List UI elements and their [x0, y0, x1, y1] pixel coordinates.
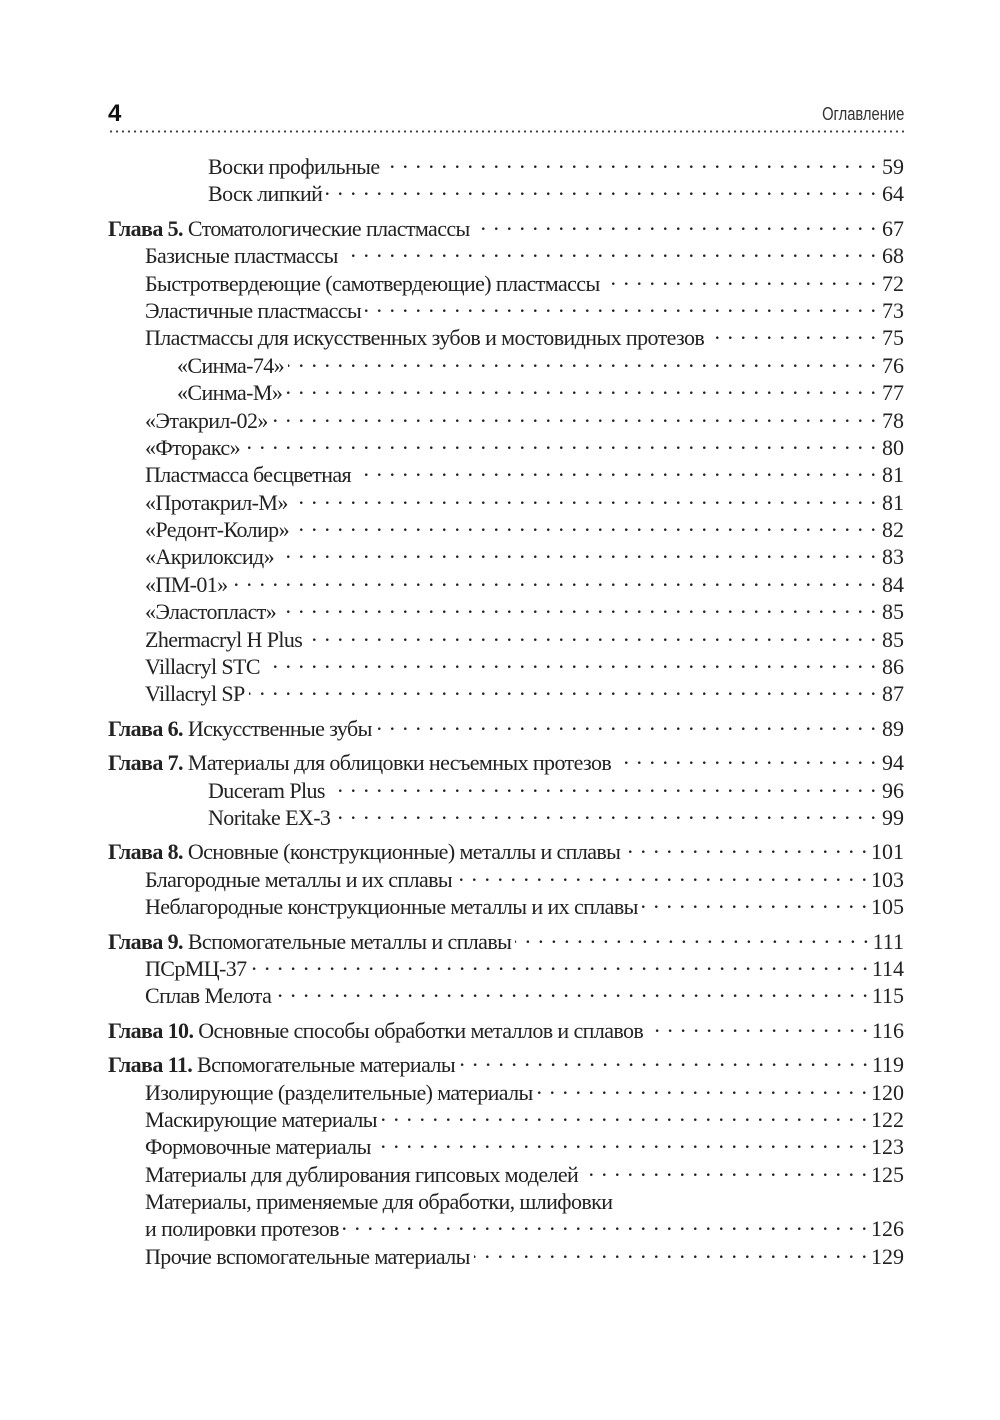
dot-leader	[329, 771, 876, 798]
toc-entry-title: Материалы для дублирования гипсовых моделей	[145, 1161, 579, 1187]
toc-entry-title: «Фторакс»	[145, 434, 240, 460]
toc-page-number: 103	[871, 866, 904, 892]
toc-entry-title: Пластмасса бесцветная	[145, 462, 352, 488]
toc-page-number: 115	[871, 983, 904, 1009]
toc-entry-title: Сплав Мелота	[145, 983, 272, 1009]
toc-page-number: 114	[871, 955, 904, 981]
toc-page-number: 86	[882, 654, 904, 680]
toc-entry-label	[145, 434, 240, 461]
dot-leader	[232, 565, 876, 592]
dot-leader	[264, 647, 876, 674]
toc-entry-label	[145, 1161, 578, 1188]
toc-entry-label	[145, 489, 288, 516]
toc-entry-title: Duceram Plus	[208, 777, 325, 803]
dot-leader	[375, 1127, 867, 1154]
toc-entry-title: «Синма-74»	[177, 352, 285, 378]
dot-leader	[376, 709, 876, 736]
toc-entry-title: Villacryl SP	[145, 681, 245, 707]
toc-entry-label	[145, 866, 452, 893]
dot-leader	[604, 264, 876, 291]
toc-entry-label	[145, 1106, 377, 1133]
chapter-number: Глава 11.	[108, 1052, 193, 1078]
dot-leader	[456, 860, 867, 887]
toc-entry-title: Прочие вспомогательные материалы	[145, 1243, 470, 1269]
page-number: 4	[108, 100, 122, 127]
toc-entry-label	[145, 680, 245, 707]
toc-entry-title: Материалы для облицовки несъемных протезов	[187, 750, 612, 776]
toc-chapter-entry[interactable]	[108, 922, 904, 954]
dot-leader	[249, 674, 876, 701]
toc-page-number: 82	[882, 517, 904, 543]
toc-chapter-entry[interactable]	[108, 1045, 904, 1078]
running-header	[108, 96, 904, 126]
toc-entry-label	[145, 653, 260, 680]
toc-page-number: 59	[882, 154, 904, 179]
toc-entry-title: Основные способы обработки металлов и сплавов	[198, 1017, 644, 1043]
toc-entry-title: Zhermacryl H Plus	[145, 626, 303, 652]
toc-page-number: 83	[882, 544, 904, 570]
toc-entry-label	[145, 297, 361, 324]
toc-page-number: 119	[871, 1052, 904, 1078]
chapter-number: Глава 7.	[108, 750, 183, 776]
toc-page-number: 87	[882, 681, 904, 707]
toc-entry-label	[145, 1133, 371, 1160]
toc-chapter-entry[interactable]	[108, 1011, 904, 1043]
dot-leader	[474, 1237, 867, 1264]
dot-leader	[288, 346, 876, 373]
toc-entry-title: Noritake EX-3	[208, 804, 331, 830]
chapter-number: Глава 6.	[108, 715, 183, 741]
toc-entry-title: ПСрМЦ-37	[145, 955, 247, 981]
dot-leader	[272, 401, 876, 428]
toc-page-number: 68	[882, 243, 904, 269]
toc-page-number: 85	[882, 599, 904, 625]
toc-chapter-entry[interactable]	[108, 832, 904, 865]
toc-page-number: 123	[871, 1134, 904, 1160]
toc-page-number: 75	[882, 325, 904, 351]
toc-entry-title: и полировки протезов	[145, 1216, 339, 1242]
dot-leader	[474, 209, 876, 236]
dot-leader	[292, 483, 876, 510]
book-page	[108, 96, 904, 1269]
toc-entry-title: Воски профильные	[208, 154, 380, 179]
dot-leader	[244, 428, 876, 455]
toc-page-number: 78	[882, 407, 904, 433]
toc-entry-title: Стоматологические пластмассы	[187, 215, 470, 241]
toc-entry-label	[145, 516, 289, 543]
dot-leader	[343, 1209, 867, 1236]
dot-leader	[459, 1045, 868, 1072]
toc-page-number: 73	[882, 297, 904, 323]
toc-page-number: 105	[871, 894, 904, 920]
dot-leader	[365, 291, 876, 318]
dot-leader	[647, 1011, 868, 1038]
toc-entry-label	[208, 777, 325, 804]
toc-page-number: 116	[871, 1017, 904, 1043]
header-dotted-rule	[108, 130, 904, 133]
toc-page-number: 77	[882, 380, 904, 406]
toc-page-number: 101	[871, 839, 904, 865]
toc-entry-title: Формовочные материалы	[145, 1134, 371, 1160]
toc-entry[interactable]	[108, 147, 904, 179]
toc-page-number: 80	[882, 434, 904, 460]
toc-entry-title: Основные (конструкционные) металлы и сплавы	[187, 839, 621, 865]
toc-entry-label	[145, 893, 638, 920]
dot-leader	[278, 537, 876, 564]
dot-leader	[615, 743, 876, 770]
toc-entry-label	[108, 1017, 643, 1044]
dot-leader	[515, 922, 868, 949]
chapter-number: Глава 8.	[108, 839, 183, 865]
toc-entry-title: «ПМ-01»	[145, 571, 228, 597]
toc-entry-title: «Синма-М»	[177, 380, 283, 406]
toc-page-number: 85	[882, 626, 904, 652]
toc-entry-label	[145, 1215, 339, 1242]
toc-entry-title: Эластичные пластмассы	[145, 297, 362, 323]
dot-leader	[293, 510, 876, 537]
toc-entry-label	[145, 955, 247, 982]
toc-entry-label	[208, 804, 330, 831]
toc-entry-title: Быстротвердеющие (самотвердеющие) пластмассы	[145, 270, 600, 296]
toc-entry-label	[177, 379, 282, 406]
toc-entry-title: Villacryl STC	[145, 654, 260, 680]
dot-leader	[582, 1155, 867, 1182]
toc-page-number: 72	[882, 270, 904, 296]
toc-entry-label	[145, 598, 276, 625]
chapter-number: Глава 9.	[108, 928, 183, 954]
toc-entry-title: Вспомогательные металлы и сплавы	[187, 928, 512, 954]
toc-page-number: 64	[882, 181, 904, 207]
toc-entry-title: Базисные пластмассы	[145, 243, 338, 269]
toc-entry-title: «Этакрил-02»	[145, 407, 268, 433]
dot-leader	[306, 620, 876, 647]
toc-entry-title: Искусственные зубы	[187, 715, 372, 741]
toc-entry-title: «Протакрил-М»	[145, 489, 288, 515]
dot-leader	[355, 455, 876, 482]
toc-entry-label	[177, 352, 284, 379]
toc-entry-label	[145, 982, 271, 1009]
toc-entry-title: Пластмассы для искусственных зубов и мостовидных протезов	[145, 325, 705, 351]
toc-page-number: 99	[882, 804, 904, 830]
toc-page-number: 111	[872, 928, 904, 954]
toc-entry-title: Материалы, применяемые для обработки, шлифовки	[145, 1189, 613, 1215]
dot-leader	[275, 976, 868, 1003]
toc-entry-title: «Акрилоксид»	[145, 544, 275, 570]
toc-chapter-entry[interactable]	[108, 743, 904, 776]
dot-leader	[334, 798, 876, 825]
dot-leader	[251, 949, 868, 976]
toc-entry-title: «Эластопласт»	[145, 599, 277, 625]
dot-leader	[537, 1073, 867, 1100]
toc-entry-label	[208, 180, 322, 207]
toc-page-number: 67	[882, 215, 904, 241]
dot-leader	[624, 832, 867, 859]
toc-page-number: 122	[871, 1106, 904, 1132]
toc-page-number: 81	[882, 462, 904, 488]
toc-page-number: 129	[871, 1243, 904, 1269]
toc-entry-title: «Редонт-Колир»	[145, 517, 289, 543]
toc-page-number: 120	[871, 1079, 904, 1105]
table-of-contents	[108, 147, 904, 1269]
toc-entry-title: Воск липкий	[208, 181, 323, 207]
dot-leader	[708, 318, 876, 345]
toc-entry-title: Неблагородные конструкционные металлы и их сплавы	[145, 894, 638, 920]
toc-entry-label	[145, 242, 338, 269]
toc-entry-title: Изолирующие (разделительные) материалы	[145, 1079, 533, 1105]
toc-entry-label	[108, 715, 372, 742]
toc-entry-title: Вспомогательные материалы	[197, 1052, 456, 1078]
toc-page-number: 76	[882, 352, 904, 378]
chapter-number: Глава 5.	[108, 215, 183, 241]
toc-chapter-entry[interactable]	[108, 709, 904, 741]
toc-page-number: 94	[882, 750, 904, 776]
toc-entry-title: Маскирующие материалы	[145, 1106, 377, 1132]
toc-entry-label	[145, 571, 228, 598]
dot-leader	[326, 174, 876, 201]
dot-leader	[642, 887, 867, 914]
toc-chapter-entry[interactable]	[108, 209, 904, 241]
section-title: Оглавление	[821, 104, 904, 124]
dot-leader	[383, 147, 876, 174]
dot-leader	[342, 236, 876, 263]
toc-entry-title: Благородные металлы и их сплавы	[145, 866, 453, 892]
chapter-number: Глава 10.	[108, 1017, 194, 1043]
toc-page-number: 126	[871, 1216, 904, 1242]
toc-page-number: 89	[882, 715, 904, 741]
dot-leader	[381, 1100, 867, 1127]
toc-page-number: 125	[871, 1161, 904, 1187]
toc-page-number: 84	[882, 571, 904, 597]
toc-page-number: 81	[882, 489, 904, 515]
toc-entry-label	[108, 1051, 455, 1078]
toc-entry-label	[145, 1243, 470, 1270]
dot-leader	[280, 592, 876, 619]
toc-page-number: 96	[882, 777, 904, 803]
dot-leader	[286, 373, 876, 400]
